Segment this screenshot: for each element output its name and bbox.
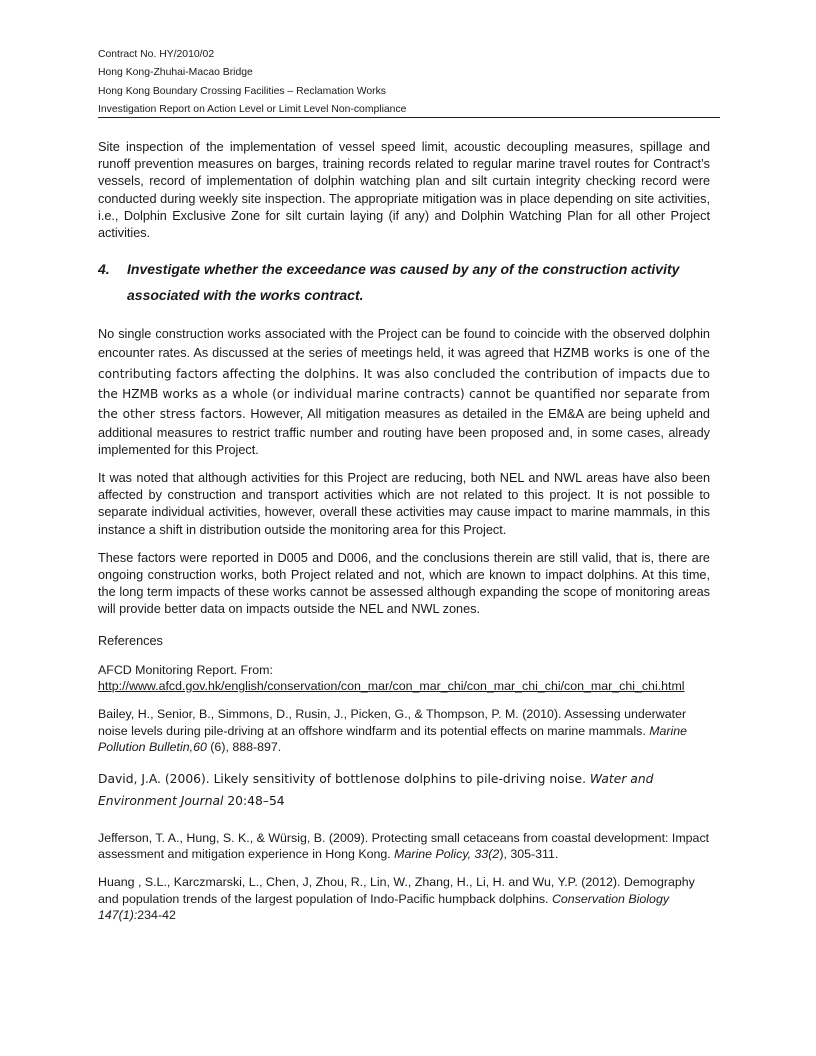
page-header: [98, 46, 720, 119]
header-report-title: Investigation Report on Action Level or Limit Level Non-compliance: [98, 103, 407, 115]
header-project: Hong Kong-Zhuhai-Macao Bridge: [98, 67, 253, 79]
paragraph-contribution: [98, 326, 710, 459]
section-4-title: Investigate whether the exceedance was caused by any of the construction activity associated with the works contract.: [127, 261, 680, 304]
reference-david-authors: David, J.A. (2006). Likely sensitivity of bottlenose dolphins to pile-driving noise.: [98, 771, 590, 786]
reference-jefferson-authors: Jefferson, T. A., Hung, S. K., & Würsig, B. (2009). Protecting small cetaceans from coastal development: Impact assessment and mitigation experience in Hong Kong.: [98, 830, 710, 862]
reference-bailey: [98, 706, 710, 755]
reference-david: [98, 768, 710, 812]
reference-jefferson: [98, 830, 710, 863]
paragraph-contribution-part-a: No single construction works associated with the Project can be found to coincide with the observed dolphin encounter rates. As discussed at the series of meetings held, it was agreed that: [98, 327, 710, 361]
reference-afcd: [98, 662, 710, 695]
reference-bailey-rest: (6), 888-897.: [206, 740, 282, 755]
section-4-heading: [98, 256, 710, 308]
reference-david-journal: Water and Environment Journal: [98, 771, 654, 808]
reference-jefferson-rest: ), 305-311.: [499, 847, 559, 862]
reference-afcd-link[interactable]: http://www.afcd.gov.hk/english/conservation/con_mar/con_mar_chi/con_mar_chi_chi/con_mar_chi_chi.html: [98, 679, 685, 694]
intro-paragraph: Site inspection of the implementation of vessel speed limit, acoustic decoupling measures, spillage and runoff prevention measures on barges, training records related to regular marine travel routes for Contract’s vessels, record of implementation of dolphin watching plan and silt curtain integrity checking record were conducted during weekly site inspection. The appropriate mitigation was in place depending on site activities, i.e., Dolphin Exclusive Zone for silt curtain laying (if any) and Dolphin Watching Plan for all other Project activities.: [98, 140, 710, 241]
reference-bailey-authors: Bailey, H., Senior, B., Simmons, D., Rusin, J., Picken, G., & Thompson, P. M. (2010). Assessing underwater noise levels during pile-driving at an offshore windfarm and its potential effects on marine mammals.: [98, 707, 687, 738]
paragraph-factors: These factors were reported in D005 and D006, and the conclusions therein are still valid, that is, there are ongoing construction works, both Project related and not, which are known to impact dolphins. At this time, the long term impacts of these works cannot be assessed although expanding the scope of monitoring areas will provide better data on impacts outside the NEL and NWL zones.: [98, 550, 710, 617]
reference-huang-authors: Huang , S.L., Karczmarski, L., Chen, J, Zhou, R., Lin, W., Zhang, H., Li, H. and Wu, Y.P. (2012). Demography and population trends of the largest population of Indo-Pacific humpback dolphins.: [98, 875, 695, 906]
paragraph-contribution-part-c: However, All mitigation measures as detailed in the EM&A are being upheld and additional measures to restrict traffic number and routing have been proposed and, in some cases, already implemented for this Project.: [98, 407, 710, 457]
header-contract-no: Contract No. HY/2010/02: [98, 49, 215, 60]
reference-david-rest: 20:48–54: [223, 793, 285, 808]
paragraph-contribution-part-b: HZMB works is one of the contributing factors affecting the dolphins. It was also concluded the contribution of impacts due to the HZMB works as a whole (or individual marine contracts) cannot be quantified nor separate from the other stress factors.: [98, 346, 710, 422]
section-4-number: 4.: [98, 261, 110, 278]
header-divider: [98, 117, 720, 118]
reference-bailey-volume: ,60: [189, 740, 207, 755]
reference-jefferson-journal: Marine Policy, 33(2: [394, 847, 500, 862]
paragraph-nel-nwl: It was noted that although activities for this Project are reducing, both NEL and NWL areas have also been affected by construction and transport activities which are not related to this project. It is not possible to separate individual activities, however, overall these activities may cause impact to marine mammals, in this instance a shift in distribution outside the monitoring area for this Project.: [98, 471, 710, 537]
reference-huang-rest: 234-42: [137, 908, 176, 923]
references-heading: References: [98, 633, 163, 648]
reference-huang: [98, 874, 710, 923]
reference-afcd-text: AFCD Monitoring Report. From:: [98, 662, 273, 677]
header-facilities: Hong Kong Boundary Crossing Facilities – Reclamation Works: [98, 85, 386, 97]
reference-bailey-journal: Marine Pollution Bulletin: [98, 723, 688, 755]
page-body: [98, 139, 710, 936]
reference-huang-journal: Conservation Biology 147(1):: [98, 891, 670, 923]
